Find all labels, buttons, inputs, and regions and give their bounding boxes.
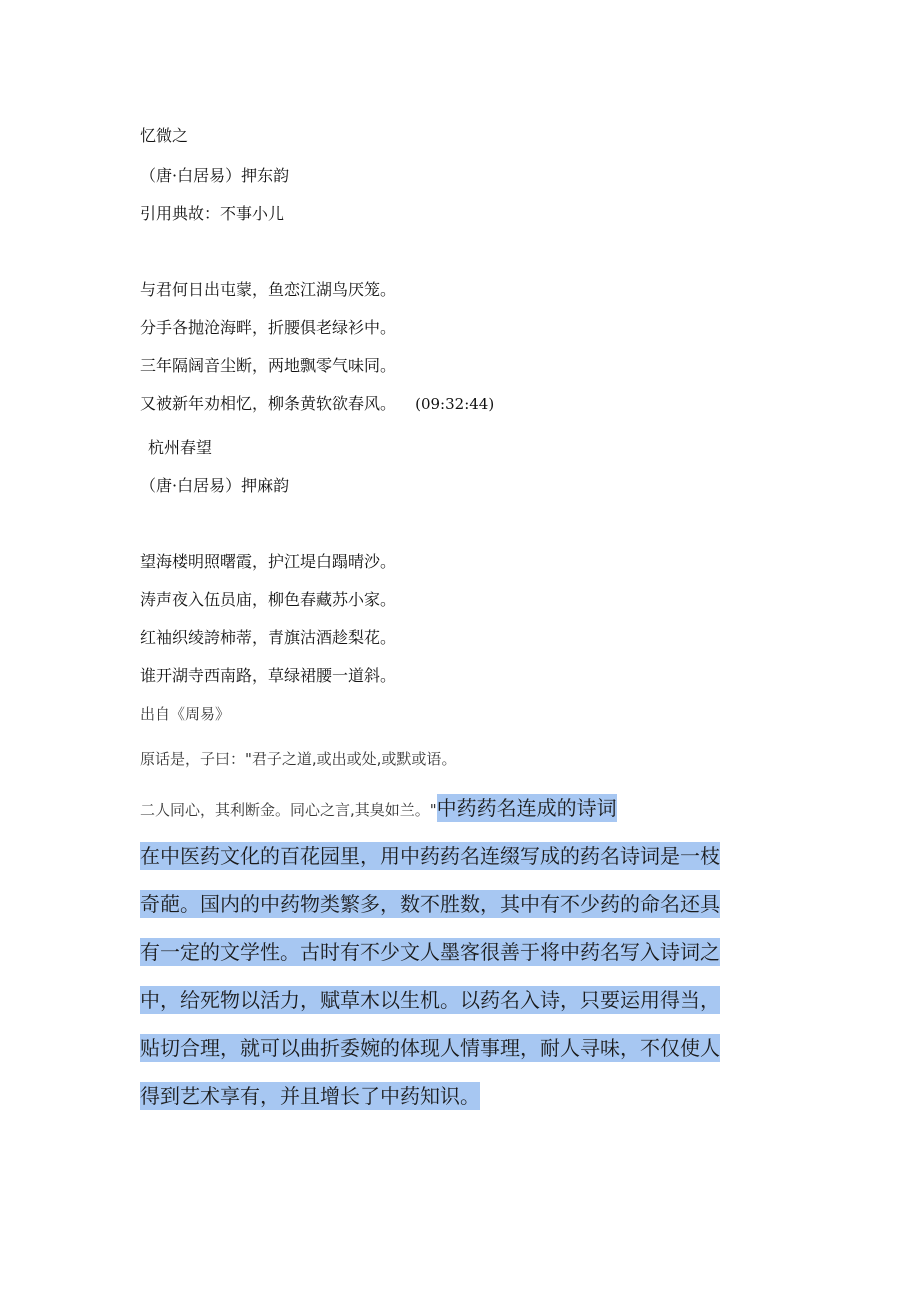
poem2-author: （唐·白居易）押麻韵 <box>140 476 290 495</box>
poem1-line-4 <box>140 394 494 414</box>
highlight-line-2 <box>140 890 720 918</box>
poem2-line-4: 谁开湖寺西南路，草绿裙腰一道斜。 <box>140 666 397 685</box>
poem2-line-3: 红袖织绫誇柿蒂，青旗沽酒趁梨花。 <box>140 628 397 647</box>
poem1-line-4-text: 又被新年劝相忆，柳条黄软欲春风。 <box>140 394 397 413</box>
poem1-author: （唐·白居易）押东韵 <box>140 166 290 185</box>
highlight-line-3 <box>140 938 720 966</box>
highlight-line-4 <box>140 986 720 1014</box>
source-origin: 出自《周易》 <box>140 705 231 723</box>
highlight-text-2: 奇葩。国内的中药物类繁多，数不胜数，其中有不少药的命名还具 <box>140 892 720 916</box>
poem2-title: 杭州春望 <box>148 438 213 457</box>
poem1-allusion: 引用典故：不事小儿 <box>140 204 285 223</box>
highlight-line-1 <box>140 842 720 870</box>
poem1-line-3: 三年隔阔音尘断，两地飘零气味同。 <box>140 356 397 375</box>
source-quote-line-2-row <box>140 794 617 824</box>
highlight-line-5 <box>140 1034 720 1062</box>
highlight-heading: 中药药名连成的诗词 <box>436 796 617 820</box>
highlight-text-3: 有一定的文学性。古时有不少文人墨客很善于将中药名写入诗词之 <box>140 940 720 964</box>
poem2-line-1: 望海楼明照曙霞，护江堤白蹋晴沙。 <box>140 552 397 571</box>
highlight-text-4: 中，给死物以活力，赋草木以生机。以药名入诗，只要运用得当， <box>140 988 720 1012</box>
poem1-line-2: 分手各抛沧海畔，折腰俱老绿衫中。 <box>140 318 397 337</box>
poem2-line-2: 涛声夜入伍员庙，柳色春藏苏小家。 <box>140 590 397 609</box>
highlight-text-6: 得到艺术享有，并且增长了中药知识。 <box>140 1084 480 1108</box>
highlight-text-5: 贴切合理，就可以曲折委婉的体现人情事理，耐人寻味，不仅使人 <box>140 1036 720 1060</box>
poem1-line-1: 与君何日出屯蒙，鱼恋江湖鸟厌笼。 <box>140 280 397 299</box>
source-quote-line-2: 二人同心，其利断金。同心之言,其臭如兰。" <box>140 801 437 819</box>
highlight-line-6 <box>140 1082 480 1110</box>
highlight-text-1: 在中医药文化的百花园里，用中药药名连缀写成的药名诗词是一枝 <box>140 844 720 868</box>
timestamp: (09:32:44) <box>415 395 495 413</box>
source-quote-line-1: 原话是，子曰："君子之道,或出或处,或默或语。 <box>140 750 457 768</box>
poem1-title: 忆微之 <box>140 126 189 145</box>
